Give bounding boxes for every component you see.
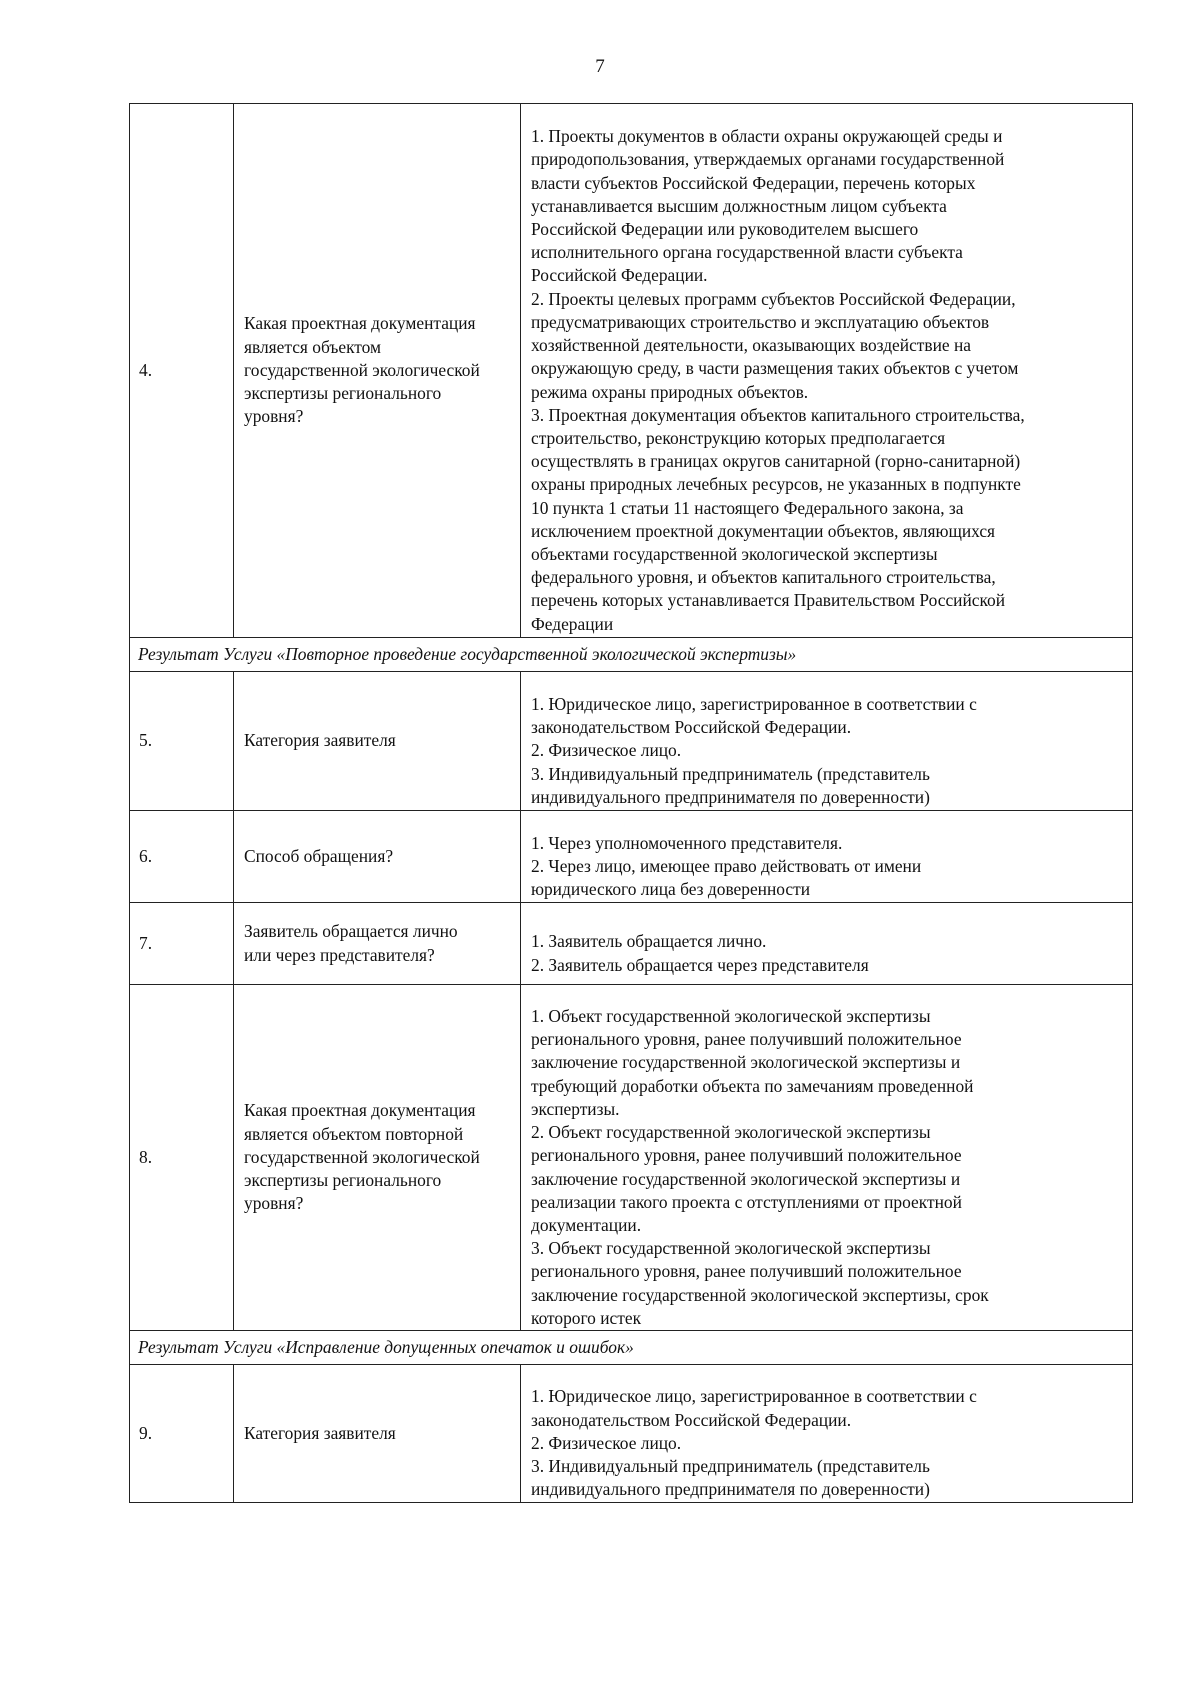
text-line: регионального уровня, ранее получивший положительное [531,1029,962,1050]
text-line: является объектом повторной [244,1123,464,1144]
text-line: законодательством Российской Федерации. [531,1409,852,1430]
text-line: 1. Заявитель обращается лично. [531,931,767,952]
question-cell [234,672,521,811]
text-line: 10 пункта 1 статьи 11 настоящего Федерального закона, за [531,497,964,518]
text-line: Способ обращения? [244,845,394,866]
text-line: власти субъектов Российской Федерации, перечень которых [531,172,976,193]
text-line: документации. [531,1214,642,1235]
text-line: требующий доработки объекта по замечаниям проведенной [531,1075,974,1096]
text-line: Какая проектная документация [244,1100,476,1121]
text-line: 2. Заявитель обращается через представителя [531,954,869,975]
text-line: режима охраны природных объектов. [531,381,809,402]
table-row [130,811,1133,903]
section-title: Результат Услуги «Повторное проведение государственной экологической экспертизы» [130,638,1133,672]
table-row [130,903,1133,985]
text-line: 1. Юридическое лицо, зарегистрированное в соответствии с [531,1386,977,1407]
question-cell [234,1365,521,1503]
text-line: 3. Проектная документация объектов капитального строительства, [531,404,1025,425]
text-line: исключением проектной документации объектов, являющихся [531,520,996,541]
text-line: государственной экологической [244,359,480,380]
text-line: государственной экологической [244,1146,480,1167]
text-line: заключение государственной экологической экспертизы и [531,1168,961,1189]
text-line: 1. Проекты документов в области охраны окружающей среды и [531,126,1003,147]
row-number: 4. [130,104,234,638]
text-line: законодательством Российской Федерации. [531,717,852,738]
text-line: является объектом [244,336,382,357]
text-line: индивидуального предпринимателя по доверенности) [531,786,930,807]
question-cell [234,104,521,638]
text-line: заключение государственной экологической экспертизы и [531,1052,961,1073]
text-line: регионального уровня, ранее получивший положительное [531,1261,962,1282]
answer-cell [521,903,1133,985]
section-header-row [130,638,1133,672]
text-line: 3. Индивидуальный предприниматель (представитель [531,1456,930,1477]
text-line: Категория заявителя [244,730,396,751]
text-line: 2. Объект государственной экологической экспертизы [531,1122,931,1143]
text-line: окружающую среду, в части размещения таких объектов с учетом [531,358,1019,379]
text-line: 3. Индивидуальный предприниматель (представитель [531,763,930,784]
text-line: реализации такого проекта с отступлениями от проектной [531,1191,962,1212]
text-line: предусматривающих строительство и эксплуатацию объектов [531,311,990,332]
table-row [130,104,1133,638]
answer-cell [521,1365,1133,1503]
text-line: 2. Физическое лицо. [531,1432,682,1453]
answer-cell [521,672,1133,811]
section-header-row [130,1331,1133,1365]
text-line: 3. Объект государственной экологической экспертизы [531,1238,931,1259]
text-line: или через представителя? [244,944,435,965]
text-line: уровня? [244,1193,304,1214]
text-line: 1. Юридическое лицо, зарегистрированное в соответствии с [531,693,977,714]
text-line: юридического лица без доверенности [531,879,811,900]
text-line: перечень которых устанавливается Правительством Российской [531,590,1006,611]
text-line: осуществлять в границах округов санитарной (горно-санитарной) [531,451,1021,472]
answer-cell [521,104,1133,638]
table-row [130,985,1133,1331]
text-line: охраны природных лечебных ресурсов, не указанных в подпункте [531,474,1021,495]
text-line: уровня? [244,406,304,427]
row-number: 9. [130,1365,234,1503]
text-line: природопользования, утверждаемых органами государственной [531,149,1005,170]
question-cell [234,903,521,985]
text-line: строительство, реконструкцию которых предполагается [531,427,946,448]
text-line: Российской Федерации. [531,265,708,286]
services-table [129,103,1133,1503]
text-line: заключение государственной экологической экспертизы, срок [531,1284,989,1305]
text-line: которого истек [531,1307,642,1328]
text-line: федерального уровня, и объектов капитального строительства, [531,567,996,588]
row-number: 5. [130,672,234,811]
answer-cell [521,811,1133,903]
question-cell [234,985,521,1331]
row-number: 7. [130,903,234,985]
section-title: Результат Услуги «Исправление допущенных опечаток и ошибок» [130,1331,1133,1365]
text-line: 2. Проекты целевых программ субъектов Российской Федерации, [531,288,1016,309]
answer-cell [521,985,1133,1331]
page-number: 7 [595,56,605,77]
text-line: 2. Физическое лицо. [531,740,682,761]
text-line: экспертизы регионального [244,383,442,404]
text-line: Категория заявителя [244,1422,396,1443]
text-line: Российской Федерации или руководителем высшего [531,219,919,240]
text-line: Какая проектная документация [244,313,476,334]
table-row [130,1365,1133,1503]
text-line: 1. Объект государственной экологической экспертизы [531,1006,931,1027]
text-line: 2. Через лицо, имеющее право действовать от имени [531,855,922,876]
text-line: исполнительного органа государственной власти субъекта [531,242,963,263]
row-number: 6. [130,811,234,903]
text-line: 1. Через уполномоченного представителя. [531,832,843,853]
text-line: объектами государственной экологической экспертизы [531,543,938,564]
question-cell [234,811,521,903]
text-line: Федерации [531,613,614,634]
text-line: индивидуального предпринимателя по доверенности) [531,1479,930,1500]
table-row [130,672,1133,811]
text-line: регионального уровня, ранее получивший положительное [531,1145,962,1166]
row-number: 8. [130,985,234,1331]
text-line: хозяйственной деятельности, оказывающих воздействие на [531,335,971,356]
text-line: экспертизы регионального [244,1170,442,1191]
text-line: экспертизы. [531,1098,620,1119]
text-line: устанавливается высшим должностным лицом субъекта [531,195,947,216]
text-line: Заявитель обращается лично [244,921,458,942]
